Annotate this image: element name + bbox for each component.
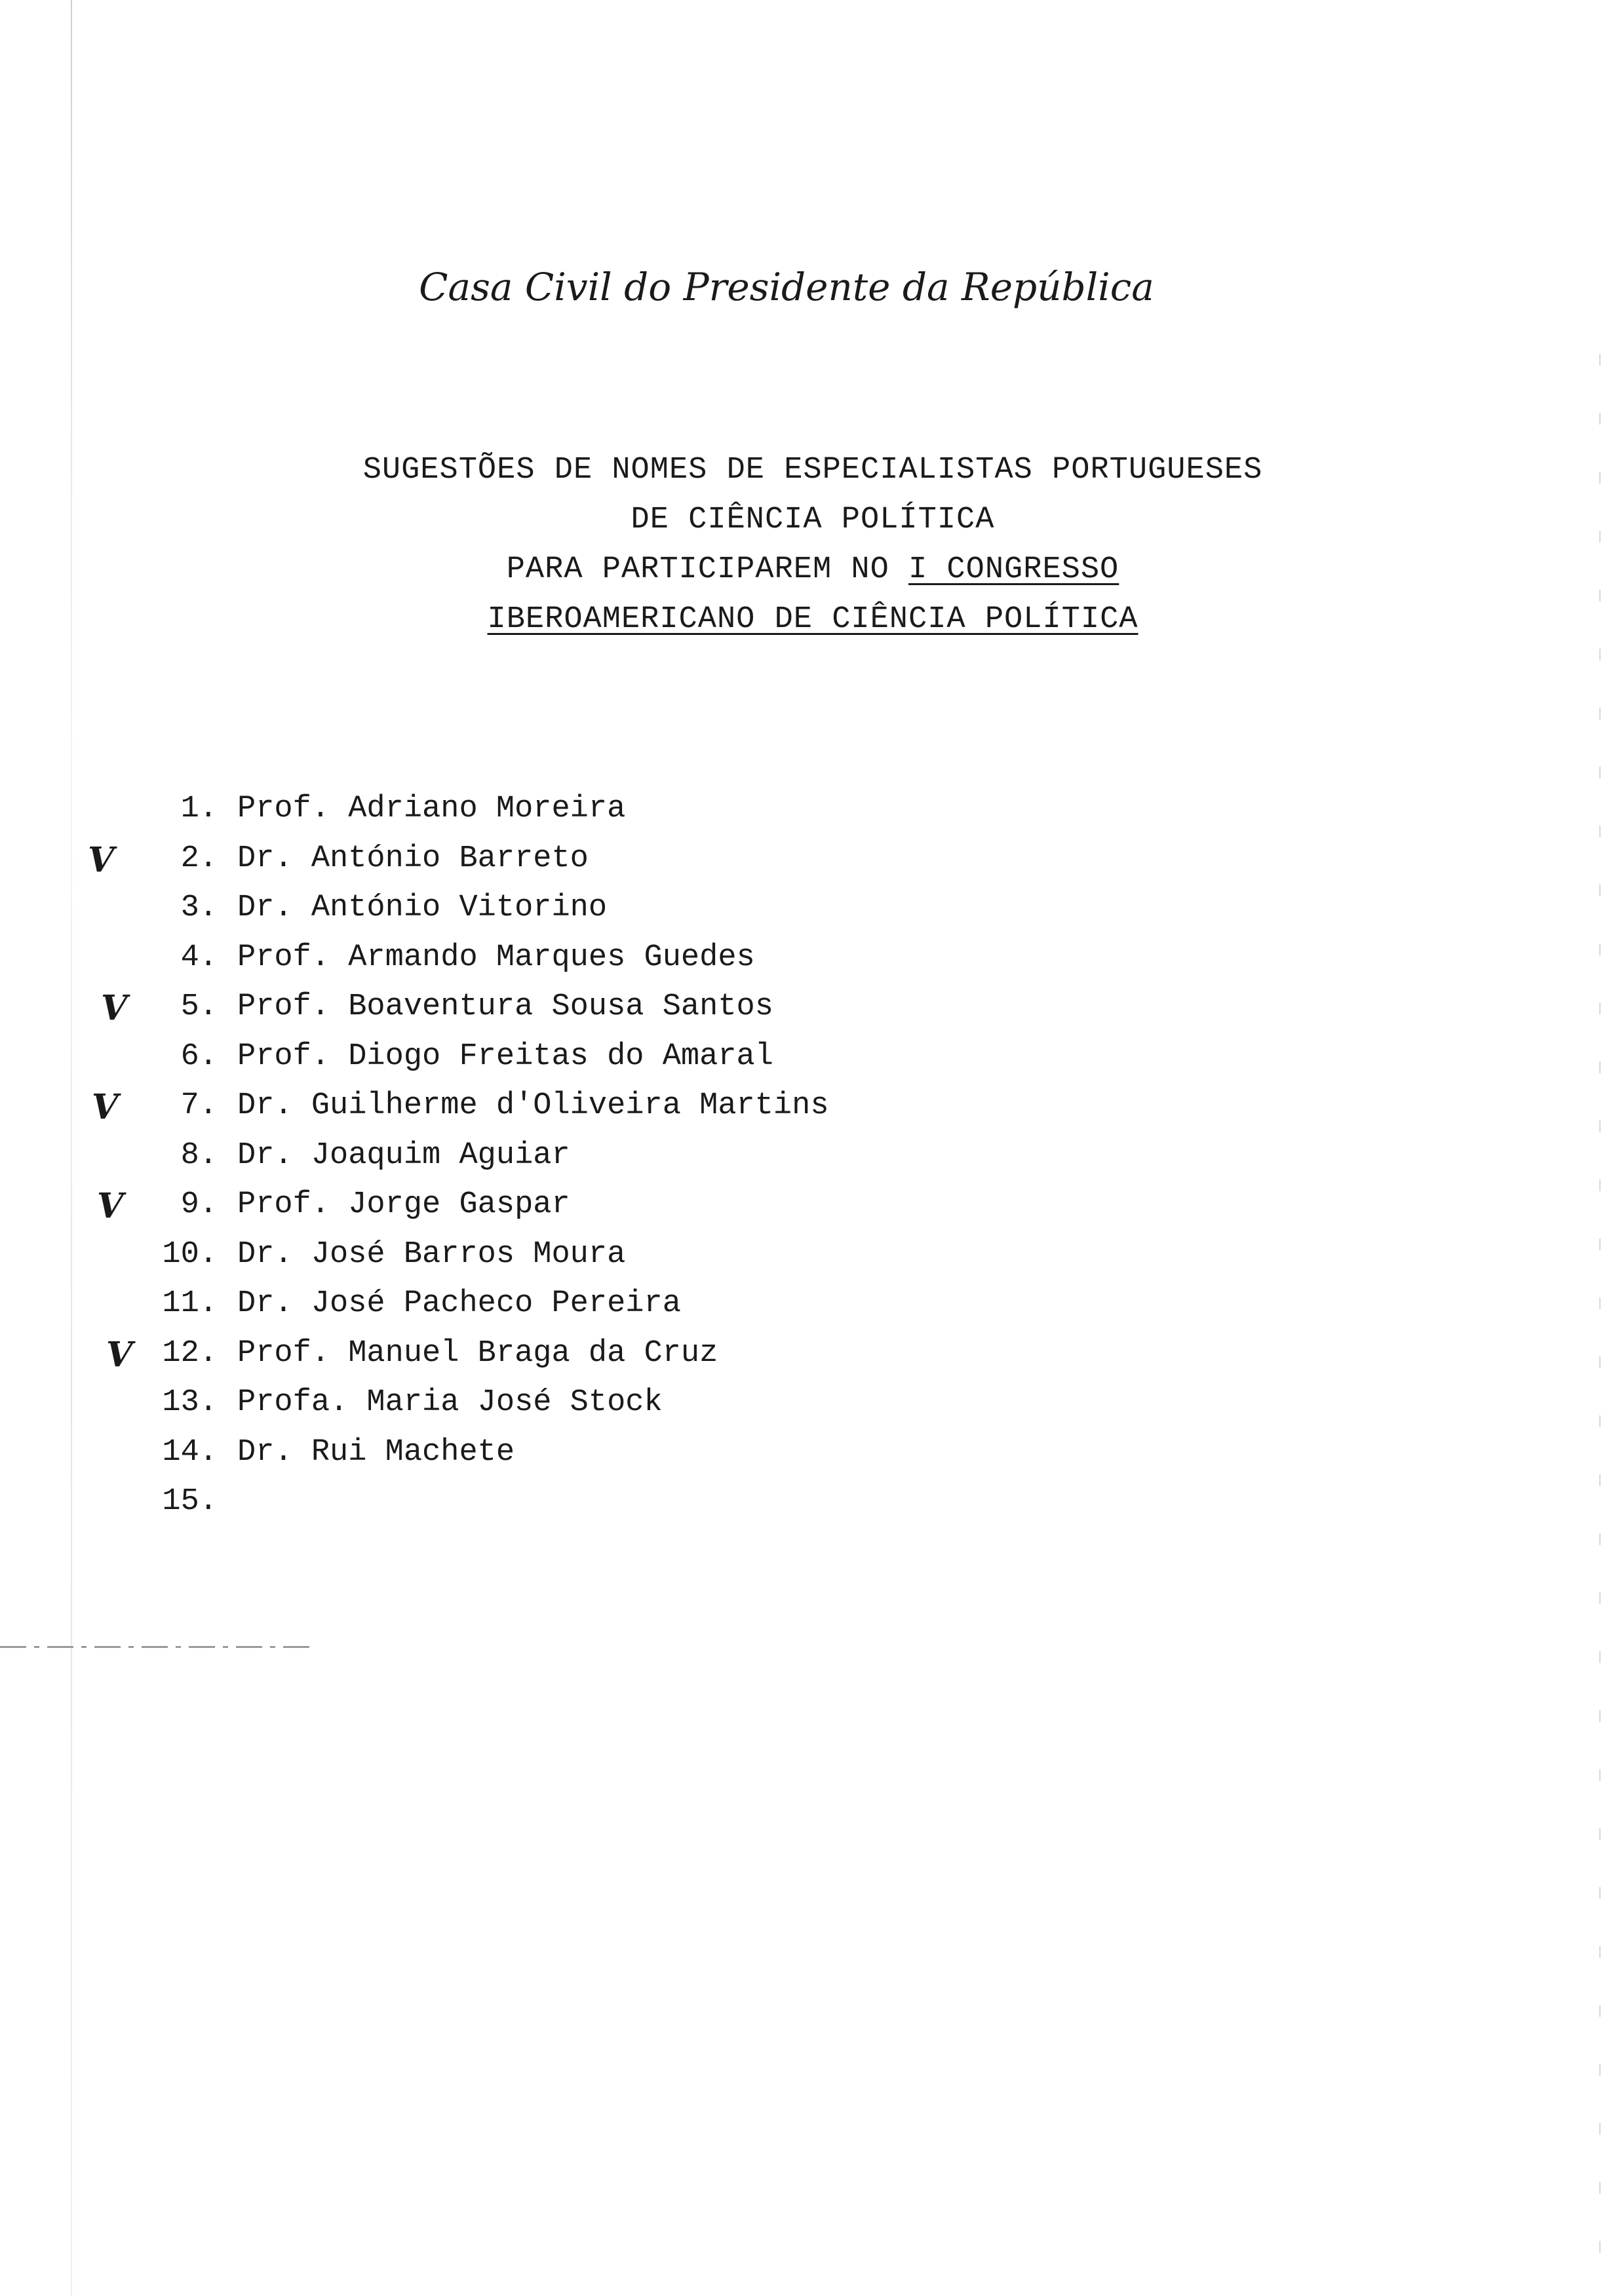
- list-item-number: 15.: [162, 1484, 218, 1519]
- list-item-number: 4.: [180, 940, 218, 975]
- list-item-name: Dr. António Barreto: [237, 841, 589, 876]
- heading-line-3-underlined: I CONGRESSO: [908, 552, 1119, 587]
- heading-line-2: DE CIÊNCIA POLÍTICA: [631, 503, 995, 537]
- check-mark-icon: V: [106, 1334, 133, 1375]
- list-item-name: Prof. Diogo Freitas do Amaral: [237, 1039, 773, 1074]
- list-item-number: 7.: [180, 1088, 218, 1123]
- list-item-number: 6.: [180, 1039, 218, 1074]
- list-item-name: Profa. Maria José Stock: [237, 1385, 663, 1420]
- list-item-number: 5.: [180, 989, 218, 1024]
- list-item-name: Prof. Adriano Moreira: [237, 792, 626, 826]
- check-mark-icon: V: [92, 1087, 119, 1127]
- list-item-number: 8.: [180, 1138, 218, 1173]
- list-item-number: 10.: [162, 1236, 218, 1272]
- list-item-number: 11.: [162, 1286, 218, 1321]
- scan-edge-left: [71, 0, 72, 2296]
- list-item-name: Dr. Guilherme d'Oliveira Martins: [237, 1088, 829, 1123]
- list-item-number: 12.: [162, 1335, 218, 1371]
- list-item-name: Dr. Rui Machete: [237, 1434, 515, 1470]
- scan-cut-line: [0, 1646, 315, 1648]
- list-item-number: 3.: [180, 890, 218, 925]
- check-mark-icon: V: [97, 1186, 124, 1226]
- heading-line-4-underlined: IBEROAMERICANO DE CIÊNCIA POLÍTICA: [487, 602, 1138, 637]
- list-item-number: 13.: [162, 1385, 218, 1420]
- list-item-name: Prof. Manuel Braga da Cruz: [237, 1335, 718, 1371]
- letterhead: [393, 249, 1180, 321]
- heading-line-3-prefix: PARA PARTICIPAREM NO: [506, 552, 909, 587]
- list-item-name: Prof. Jorge Gaspar: [237, 1187, 570, 1222]
- scan-edge-right: [1599, 354, 1601, 2254]
- list-item-name: Prof. Armando Marques Guedes: [237, 940, 755, 975]
- check-mark-icon: V: [88, 839, 115, 880]
- document-heading: [328, 446, 1298, 645]
- letterhead-text: Casa Civil do Presidente da República: [419, 265, 1154, 309]
- list-item-name: Dr. José Pacheco Pereira: [237, 1286, 681, 1321]
- list-item-number: 2.: [180, 841, 218, 876]
- list-item-number: 9.: [180, 1187, 218, 1222]
- list-item-number: 14.: [162, 1434, 218, 1470]
- list-item-name: Dr. José Barros Moura: [237, 1236, 626, 1272]
- check-mark-icon: V: [101, 988, 128, 1028]
- list-item-number: 1.: [180, 792, 218, 826]
- heading-line-1: SUGESTÕES DE NOMES DE ESPECIALISTAS PORTUGUESES: [362, 453, 1263, 488]
- list-item-name: Dr. António Vitorino: [237, 890, 608, 925]
- heading-line-4: [328, 595, 1298, 645]
- heading-line-3: [328, 545, 1298, 595]
- list-item-name: Dr. Joaquim Aguiar: [237, 1138, 570, 1173]
- list-item-name: Prof. Boaventura Sousa Santos: [237, 989, 773, 1024]
